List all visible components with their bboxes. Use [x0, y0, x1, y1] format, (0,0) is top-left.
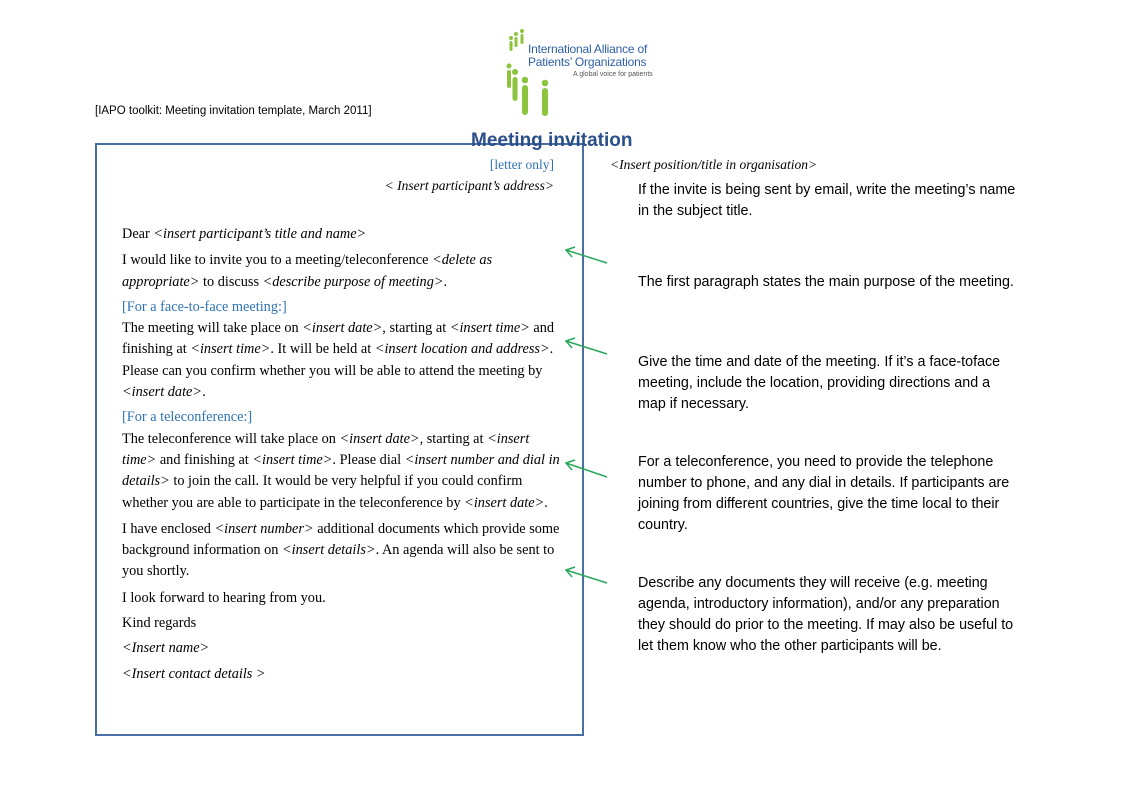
note-documents: Describe any documents they will receive (e.g. meeting agenda, introductory information), and/or any preparation they should do prior to the meeting. If may also be useful to let them know who the other participants will be. [638, 575, 1014, 654]
arrow-icon [566, 338, 607, 354]
p3-g: . Please dial [332, 451, 405, 468]
p2-a: The meeting will take place on [122, 320, 303, 337]
face-to-face-heading: [For a face-to-face meeting:] [122, 298, 287, 315]
p1-text-e: . [443, 273, 448, 290]
p2-c: , starting at [382, 320, 450, 337]
p2-h: <insert location and address> [374, 341, 550, 358]
p4-d: <insert details> [282, 542, 376, 559]
note-time-date: Give the time and date of the meeting. If it’s a face-toface meeting, include the location, providing directions and a map if necessary. [638, 354, 1001, 412]
logo-line-2: Patients’ Organizations [528, 55, 647, 69]
p2-k: . [202, 384, 206, 401]
arrow-icon [566, 460, 607, 477]
p3-c: , starting at [419, 430, 488, 447]
p4-b: <insert number> [214, 520, 314, 537]
p2-f: <insert time> [190, 341, 271, 358]
p2-b: <insert date> [302, 320, 383, 337]
contact-placeholder-text: <Insert contact details > [122, 665, 266, 682]
note-teleconference: For a teleconference, you need to provide the telephone number to phone, and any dial in details. If participants are joining from different countries, give the time local to their country. [638, 454, 1010, 533]
p3-e: and finishing at [156, 451, 253, 468]
p2-j: <insert date> [122, 384, 203, 401]
arrow-icon [566, 567, 607, 583]
p3-d: <insert time> [122, 430, 530, 468]
p3-b: <insert date> [339, 430, 420, 447]
closing-line: I look forward to hearing from you. [122, 589, 326, 606]
p2-i: . Please can you confirm whether you will be able to attend the meeting by [122, 341, 554, 379]
note-purpose: The first paragraph states the main purpose of the meeting. [638, 274, 1014, 290]
p1-placeholder-d: <describe purpose of meeting> [262, 273, 444, 290]
p3-f: <insert time> [252, 451, 333, 468]
p3-j: <insert date> [464, 494, 545, 511]
p2-g: . It will be held at [270, 341, 375, 358]
p3-a: The teleconference will take place on [122, 430, 340, 447]
toolkit-label: [IAPO toolkit: Meeting invitation template, March 2011] [95, 105, 372, 117]
arrow-icon [566, 247, 607, 263]
p3-k: . [544, 494, 548, 511]
p1-text-c: to discuss [199, 273, 263, 290]
p3-h: <insert number and dial in details> [122, 451, 560, 490]
note-email-subject: If the invite is being sent by email, write the meeting’s name in the subject title. [638, 182, 1016, 219]
teleconference-heading: [For a teleconference:] [122, 409, 253, 426]
p4-c: additional documents which provide some background information on [122, 520, 560, 559]
kind-regards: Kind regards [122, 615, 197, 632]
logo-tagline: A global voice for patients [573, 71, 653, 78]
p4-e: . An agenda will also be sent to you shortly. [122, 542, 555, 580]
salutation-placeholder: <insert participant’s title and name> [153, 226, 367, 242]
logo-line-1: International Alliance of [528, 42, 648, 56]
p2-d: <insert time> [449, 320, 530, 337]
name-placeholder-text: <Insert name> [122, 640, 210, 657]
salutation-prefix: Dear [122, 226, 154, 242]
position-placeholder: <Insert position/title in organisation> [610, 157, 818, 172]
p2-e: and finishing at [122, 320, 555, 358]
p3-i: to join the call. It would be very helpful if you could confirm whether you are able to participate in the teleconference by [122, 473, 523, 511]
page-title: Meeting invitation [471, 130, 633, 151]
p1-text-a: I would like to invite you to a meeting/teleconference [122, 252, 433, 269]
letter-only-label: [letter only] [489, 157, 554, 172]
p1-placeholder-b: <delete as appropriate> [122, 252, 493, 290]
address-placeholder: < Insert participant’s address> [384, 178, 554, 193]
p4-a: I have enclosed [122, 520, 215, 537]
